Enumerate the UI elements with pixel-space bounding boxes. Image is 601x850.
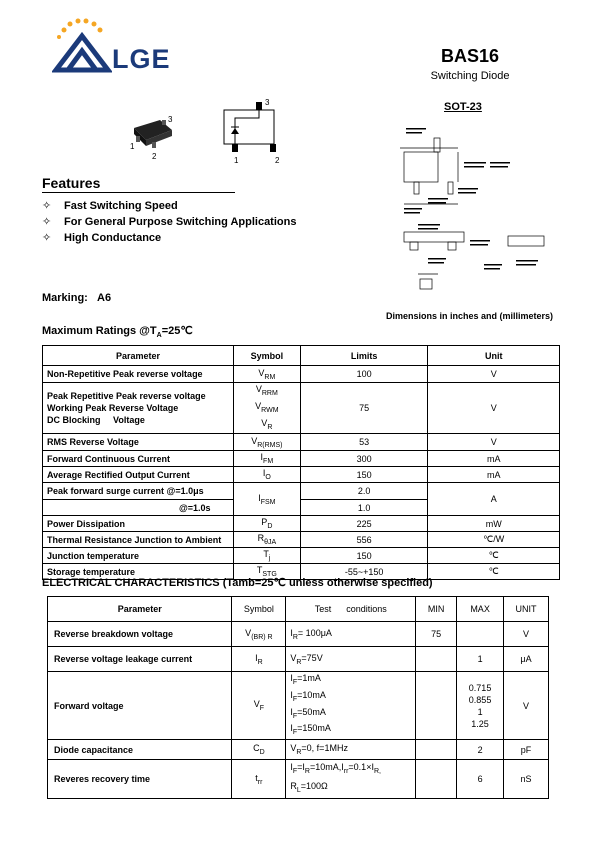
features-list (42, 198, 296, 246)
table-row: RMS Reverse Voltage $V_{R(RMS)}$ 53 V (43, 434, 560, 451)
pin-label-schem-2: 2 (275, 156, 280, 165)
table-row: Average Rectified Output Current $I_O$ 150 mA (43, 467, 560, 483)
table-row: Reverse voltage leakage current $I_R$ $V_R=75V$ 1 μA (48, 647, 549, 672)
bullet-icon: ✧ (42, 232, 52, 244)
diode-schematic (222, 98, 292, 164)
max-ratings-table (42, 345, 560, 580)
table-row: Forward Continuous Current $I_{FM}$ 300 mA (43, 451, 560, 467)
table-row: Thermal Resistance Junction to Ambient $R_{\theta JA}$ 556 ℃/W (43, 532, 560, 548)
table-row: Reverse breakdown voltage $V_{(BR) R}$ $I_R= 100\mu A$ 75 V (48, 622, 549, 647)
marking-label: Marking: (42, 292, 88, 304)
table-row: Power Dissipation $P_D$ 225 mW (43, 516, 560, 532)
device-description: Switching Diode (430, 70, 510, 82)
features-title: Features (42, 175, 235, 193)
feature-item: ✧ For General Purpose Switching Applications (42, 216, 297, 228)
package-3d-drawing (118, 110, 188, 158)
table-row: Peak Repetitive Peak reverse voltage Working Peak Reverse Voltage DC Blocking Voltage $V_{RRM}$ $V_{RWM}$ $V_R$ 75 V (43, 383, 560, 434)
electrical-characteristics-title: ELECTRICAL CHARACTERISTICS (Tamb=25℃ unless otherwise specified) (42, 577, 433, 589)
bullet-icon: ✧ (42, 200, 52, 212)
part-number: BAS16 (440, 46, 500, 66)
electrical-characteristics-table (47, 596, 549, 799)
marking (42, 292, 111, 304)
table-row: Junction temperature $T_j$ 150 ℃ (43, 548, 560, 564)
pin-label-3d-2: 2 (152, 152, 157, 161)
table-header-row: Parameter Symbol Limits Unit (43, 346, 560, 366)
logo-text: LGE (112, 44, 171, 74)
dimensions-caption: Dimensions in inches and (millimeters) (386, 311, 554, 321)
pin-label-schem-3: 3 (265, 98, 270, 107)
bullet-icon: ✧ (42, 216, 52, 228)
table-row: Storage temperature $T_{STG}$ -55~+150 ℃ (43, 564, 560, 580)
table-header-row: Parameter Symbol Test conditions MIN MAX UNIT (48, 597, 549, 622)
pin-label-3d-1: 1 (130, 142, 135, 151)
table-row: Reveres recovery time $t_{rr}$ $I_F=I_R=10mA,I_{rr}=0.1\times I_{R,}$ $R_L=100\Omega$ 6 nS (48, 760, 549, 799)
package-dimension-drawing (398, 124, 558, 304)
feature-item: ✧ High Conductance (42, 232, 162, 244)
table-row: Peak forward surge current @=1.0μs $I_{FSM}$ 2.0 A (43, 483, 560, 500)
pin-label-schem-1: 1 (234, 156, 239, 165)
marking-value: A6 (97, 292, 112, 304)
max-ratings-title: Maximum Ratings $@T_A=25℃$ (42, 325, 193, 340)
pin-label-3d-3: 3 (168, 115, 173, 124)
package-name: SOT-23 (444, 101, 482, 113)
table-row: Forward voltage $V_F$ $I_F=1mA$ $I_F=10mA$ $I_F=50mA$ $I_F=150mA$ 0.715 0.855 1 1.25 V (48, 672, 549, 740)
table-row: @=1.0s 1.0 (43, 500, 560, 516)
feature-item: ✧ Fast Switching Speed (42, 200, 178, 212)
table-row: Diode capacitance $C_D$ $V_R=0$, f=1MHz 2 pF (48, 740, 549, 760)
company-logo (52, 18, 112, 74)
table-row: Non-Repetitive Peak reverse voltage $V_{RM}$ 100 V (43, 366, 560, 383)
